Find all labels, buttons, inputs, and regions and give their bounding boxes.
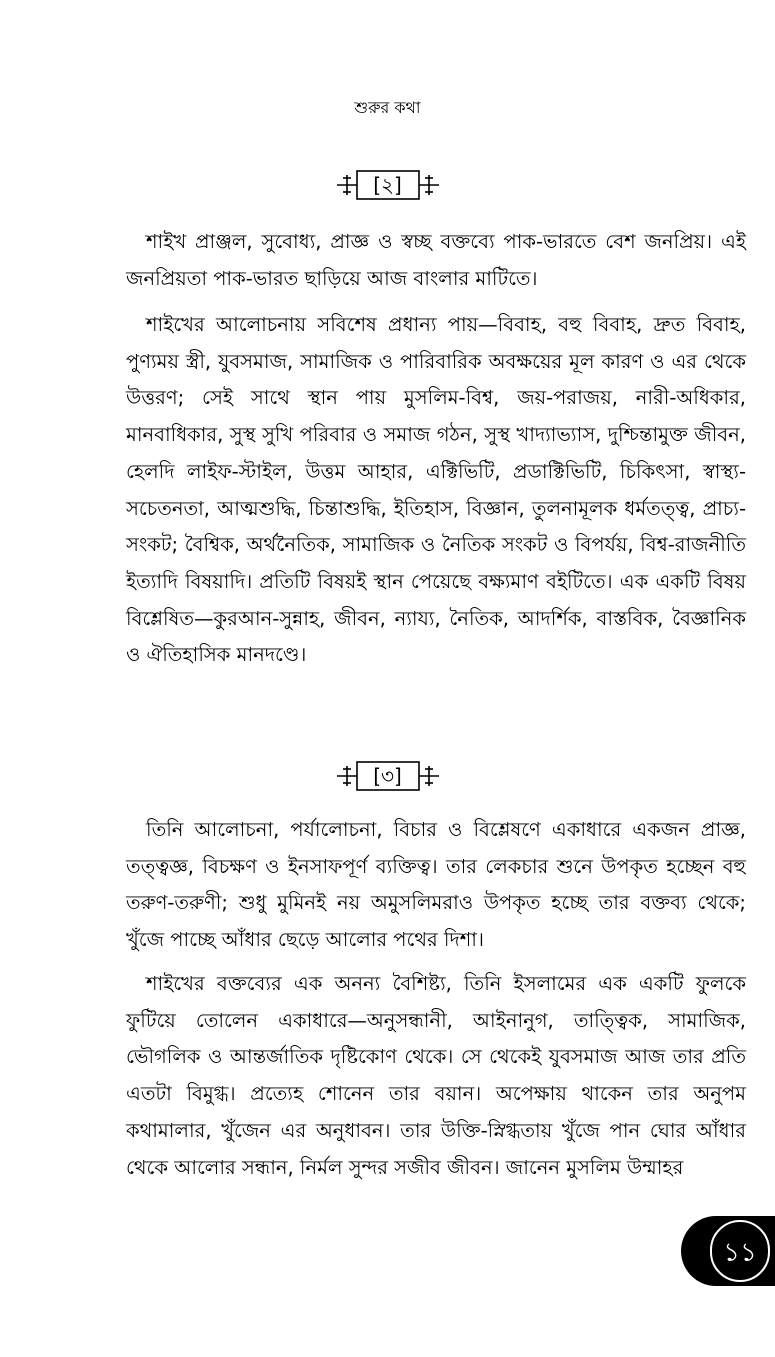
- section-number: [২]: [373, 173, 402, 197]
- running-header: শুরুর কথা: [354, 98, 421, 117]
- section-number-ornament: [0, 165, 775, 205]
- page-number: ১১: [710, 1220, 770, 1282]
- paragraph: তিনি আলোচনা, পর্যালোচনা, বিচার ও বিশ্লেষণে একাধারে একজন প্রাজ্ঞ, তত্ত্বজ্ঞ, বিচক্ষণ ও ইনসাফপূর্ণ ব্যক্তিত্ব। তার লেকচার শুনে উপকৃত হচ্ছেন বহু তরুণ-তরুণী; শুধু মুমিনই নয় অমুসলিমরাও উপকৃত হচ্ছে তার বক্তব্য থেকে; খুঁজে পাচ্ছে আঁধার ছেড়ে আলোর পথের দিশা।: [126, 818, 746, 952]
- paragraph: শাইখের বক্তব্যের এক অনন্য বৈশিষ্ট্য, তিনি ইসলামের এক একটি ফুলকে ফুটিয়ে তোলেন একাধারে—অনুসন্ধানী, আইনানুগ, তাত্ত্বিক, সামাজিক, ভৌগলিক ও আন্তর্জাতিক দৃষ্টিকোণ থেকে। সে থেকেই যুবসমাজ আজ তার প্রতি এতটা বিমুগ্ধ। প্রত্যেহ শোনেন তার বয়ান। অপেক্ষায় থাকেন তার অনুপম কথামালার, খুঁজেন এর অনুধাবন। তার উক্তি-স্নিগ্ধতায় খুঁজে পান ঘোর আঁধার থেকে আলোর সন্ধান, নির্মল সুন্দর সজীব জীবন। জানেন মুসলিম উম্মাহর: [126, 972, 746, 1179]
- section-number: [৩]: [373, 764, 402, 788]
- paragraph: শাইখের আলোচনায় সবিশেষ প্রধান্য পায়—বিবাহ, বহু বিবাহ, দ্রুত বিবাহ, পুণ্যময় স্ত্রী, যুবসমাজ, সামাজিক ও পারিবারিক অবক্ষয়ের মূল কারণ ও এর থেকে উত্তরণ; সেই সাথে স্থান পায় মুসলিম-বিশ্ব, জয়-পরাজয়, নারী-অধিকার, মানবাধিকার, সুস্থ সুখি পরিবার ও সমাজ গঠন, সুস্থ খাদ্যাভ্যাস, দুশ্চিন্তামুক্ত জীবন, হেলদি লাইফ-স্টাইল, উত্তম আহার, এক্টিভিটি, প্রডাক্টিভিটি, চিকিৎসা, স্বাস্থ্য-সচেতনতা, আত্মশুদ্ধি, চিন্তাশুদ্ধি, ইতিহাস, বিজ্ঞান, তুলনামূলক ধর্মতত্ত্ব, প্রাচ্য-সংকট; বৈশ্বিক, অর্থনৈতিক, সামাজিক ও নৈতিক সংকট ও বিপর্যয়, বিশ্ব-রাজনীতি ইত্যাদি বিষয়াদি। প্রতিটি বিষয়ই স্থান পেয়েছে বক্ষ্যমাণ বইটিতে। এক একটি বিষয় বিশ্লেষিত—কুরআন-সুন্নাহ, জীবন, ন্যায্য, নৈতিক, আদর্শিক, বাস্তবিক, বৈজ্ঞানিক ও ঐতিহাসিক মানদণ্ডে।: [126, 313, 746, 667]
- paragraph: শাইখ প্রাঞ্জল, সুবোধ্য, প্রাজ্ঞ ও স্বচ্ছ বক্তব্যে পাক-ভারতে বেশ জনপ্রিয়। এই জনপ্রিয়তা পাক-ভারত ছাড়িয়ে আজ বাংলার মাটিতে।: [126, 230, 746, 290]
- section-number-ornament: [0, 756, 775, 796]
